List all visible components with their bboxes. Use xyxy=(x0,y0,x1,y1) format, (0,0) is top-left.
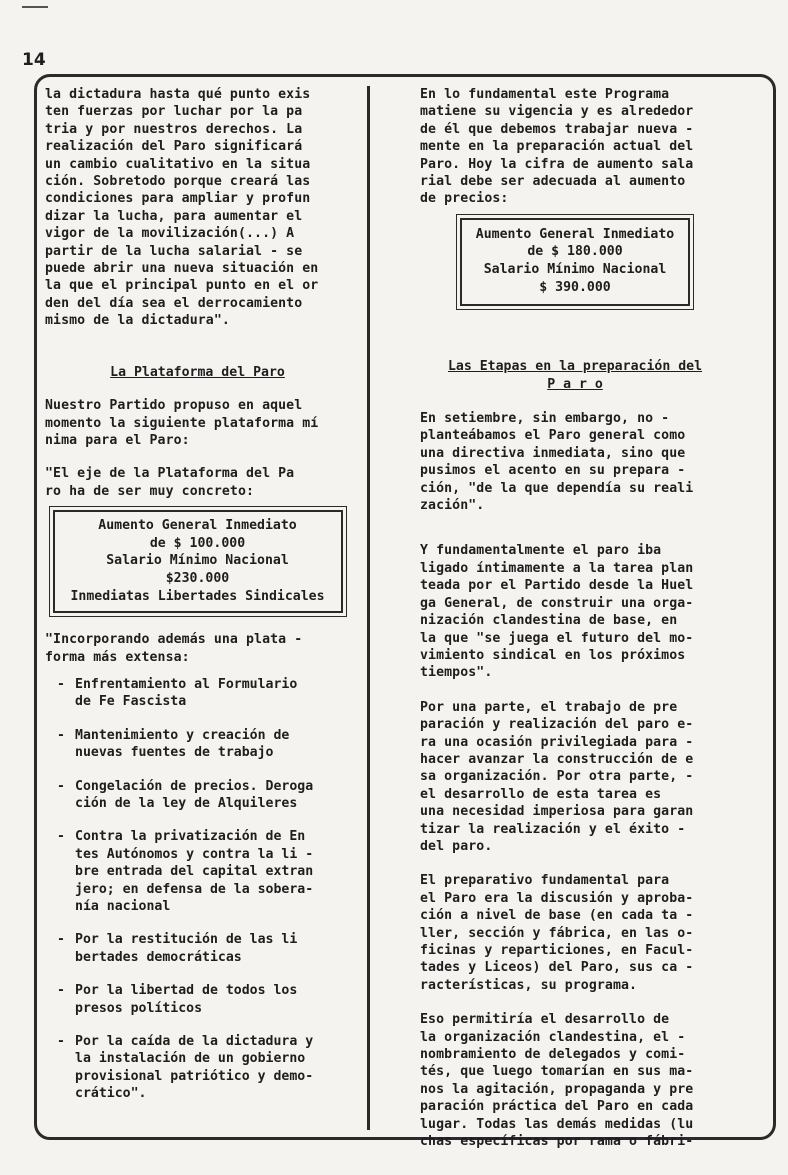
right-paragraph-eso-permitiria xyxy=(420,1011,730,1150)
text-line: pusimos el acento en su prepara - xyxy=(420,463,686,479)
section-heading-plataforma: La Plataforma del Paro xyxy=(110,364,285,380)
text-line: ller, sección y fábrica, en las o- xyxy=(420,925,694,941)
text-line: $ 390.000 xyxy=(539,279,611,295)
list-dash: - xyxy=(57,1034,65,1049)
list-item-text xyxy=(75,778,313,813)
text-line: Congelación de precios. Deroga xyxy=(75,778,314,794)
list-item xyxy=(57,828,350,915)
text-line: ción. Sobretodo porque creará las xyxy=(45,174,311,190)
left-quote-incorporando xyxy=(45,631,350,666)
text-line: ro ha de ser muy concreto: xyxy=(45,483,255,499)
list-item xyxy=(57,676,350,711)
text-line: momento la siguiente plataforma mí xyxy=(45,415,319,431)
text-line: ción, "de la que dependía su reali xyxy=(420,480,694,496)
text-line: ficinas y reparticiones, en Facul- xyxy=(420,943,694,958)
section-heading-etapas-line2: P a r o xyxy=(547,376,603,392)
list-dash: - xyxy=(57,778,65,794)
text-line: Mantenimiento y creación de xyxy=(75,727,290,743)
top-margin-dash xyxy=(22,6,48,8)
text-line: Inmediatas Libertades Sindicales xyxy=(70,588,325,604)
text-line: una directiva inmediata, sino que xyxy=(420,445,686,461)
text-line: "Incorporando además una plata - xyxy=(45,632,303,648)
list-dash: - xyxy=(57,829,65,845)
text-line: dizar la lucha, para aumentar el xyxy=(45,208,303,224)
right-intro-paragraph xyxy=(420,86,730,208)
text-line: ga General, de construir una orga- xyxy=(420,595,694,611)
text-line: hacer avanzar la construcción de e xyxy=(420,751,694,767)
text-line: de $ 180.000 xyxy=(527,244,623,260)
text-line: matiene su vigencia y es alrededor xyxy=(420,104,694,120)
text-line: vigor de la movilización(...) A xyxy=(45,226,295,242)
text-line: provisional patriótico y demo- xyxy=(75,1068,314,1084)
list-item-text xyxy=(75,676,297,711)
text-line: jero; en defensa de la sobera- xyxy=(75,881,314,897)
text-line: de precios: xyxy=(420,191,509,207)
text-line: nos la agitación, propaganda y pre xyxy=(420,1081,694,1097)
list-dash: - xyxy=(57,676,65,692)
text-line: el desarrollo de esta tarea es xyxy=(420,786,662,802)
text-line: una necesidad imperiosa para garan xyxy=(420,804,694,820)
text-line: zación". xyxy=(420,498,485,514)
text-line: puede abrir una nueva situación en xyxy=(45,261,319,277)
text-line: el Paro era la discusión y aproba- xyxy=(420,890,694,906)
text-line: $230.000 xyxy=(165,570,230,586)
text-line: tades y Liceos) del Paro, sus ca - xyxy=(420,960,694,976)
list-item xyxy=(57,778,350,813)
text-line: Aumento General Inmediato xyxy=(475,226,675,242)
page-number: 14 xyxy=(22,50,46,70)
text-line: Nuestro Partido propuso en aquel xyxy=(45,398,303,414)
text-line: del paro. xyxy=(420,838,493,854)
text-line: paración práctica del Paro en cada xyxy=(420,1099,694,1115)
text-line: mismo de la dictadura". xyxy=(45,313,230,329)
text-line: ligado íntimamente a la tarea plan xyxy=(420,560,694,576)
text-line: Eso permitiría el desarrollo de xyxy=(420,1012,670,1028)
text-line: ra una ocasión privilegiada para - xyxy=(420,734,694,750)
text-line: Por la restitución de las li xyxy=(75,932,298,948)
text-line: El preparativo fundamental para xyxy=(420,873,670,889)
text-line: nuevas fuentes de trabajo xyxy=(75,745,274,761)
text-line: tiempos". xyxy=(420,665,493,681)
text-line: Enfrentamiento al Formulario xyxy=(75,676,298,692)
text-line: la que el principal punto en el or xyxy=(45,278,319,294)
text-line: crático". xyxy=(75,1086,147,1102)
text-line: Por la libertad de todos los xyxy=(75,983,298,999)
platform-box-1975 xyxy=(53,510,343,613)
left-intro-paragraph xyxy=(45,86,350,330)
text-line: la dictadura hasta qué punto exis xyxy=(45,87,311,102)
text-line: vimiento sindical en los próximos xyxy=(420,647,686,663)
list-item-text xyxy=(75,828,313,915)
text-line: planteábamos el Paro general como xyxy=(420,428,686,444)
left-paragraph-plataforma xyxy=(45,397,350,449)
text-line: Y fundamentalmente el paro iba xyxy=(420,543,662,559)
text-line: den del día sea el derrocamiento xyxy=(45,295,303,311)
text-line: mente en la preparación actual del xyxy=(420,139,694,155)
right-paragraph-setiembre xyxy=(420,410,730,514)
list-item-text xyxy=(75,982,297,1017)
text-line: paración y realización del paro e- xyxy=(420,717,694,733)
text-line: tés, que luego tomarían en sus ma- xyxy=(420,1064,694,1080)
text-line: condiciones para ampliar y profun xyxy=(45,191,311,207)
text-line: Por la caída de la dictadura y xyxy=(75,1034,314,1049)
text-line: ción a nivel de base (en cada ta - xyxy=(420,908,694,924)
text-line: nombramiento de delegados y comi- xyxy=(420,1047,686,1063)
text-line: "El eje de la Plataforma del Pa xyxy=(45,466,295,482)
list-item-text xyxy=(75,1033,313,1103)
text-line: Aumento General Inmediato xyxy=(98,518,297,534)
text-line: lugar. Todas las demás medidas (lu xyxy=(420,1116,694,1132)
text-line: la organización clandestina, el - xyxy=(420,1029,686,1045)
text-line: bertades democráticas xyxy=(75,949,242,965)
text-line: bre entrada del capital extran xyxy=(75,864,314,880)
text-line: realización del Paro significará xyxy=(45,139,303,155)
list-dash: - xyxy=(57,727,65,743)
text-line: Salario Mínimo Nacional xyxy=(106,553,289,569)
text-line: ción de la ley de Alquileres xyxy=(75,795,298,811)
text-line: racterísticas, su programa. xyxy=(420,977,638,993)
right-paragraph-por-una-parte xyxy=(420,699,730,856)
left-column xyxy=(45,86,350,1119)
list-item-text xyxy=(75,727,289,762)
text-line: rial debe ser adecuada al aumento xyxy=(420,174,686,190)
text-line: En setiembre, sin embargo, no - xyxy=(420,411,670,427)
text-line: nía nacional xyxy=(75,898,171,914)
text-line: tizar la realización y el éxito - xyxy=(420,821,686,837)
column-divider xyxy=(367,86,370,1130)
text-line: forma más extensa: xyxy=(45,649,190,665)
demands-list xyxy=(45,676,350,1103)
text-line: Salario Mínimo Nacional xyxy=(483,262,667,278)
text-line: la que "se juega el futuro del mo- xyxy=(420,630,694,646)
text-line: Por una parte, el trabajo de pre xyxy=(420,699,678,715)
text-line: un cambio cualitativo en la situa xyxy=(45,156,311,172)
text-line: teada por el Partido desde la Huel xyxy=(420,578,694,594)
text-line: nización clandestina de base, en xyxy=(420,613,678,629)
list-dash: - xyxy=(57,983,65,999)
section-heading-etapas: Las Etapas en la preparación del xyxy=(447,359,703,375)
text-line: chas específicas por rama o fábri- xyxy=(420,1134,694,1150)
list-item xyxy=(57,982,350,1017)
left-quote-eje xyxy=(45,465,350,500)
platform-box-lines xyxy=(55,517,341,605)
current-box-lines xyxy=(462,226,688,296)
text-line: Paro. Hoy la cifra de aumento sala xyxy=(420,156,694,172)
list-item xyxy=(57,727,350,762)
text-line: presos políticos xyxy=(75,1000,203,1016)
text-line: de él que debemos trabajar nueva - xyxy=(420,121,694,137)
text-line: la instalación de un gobierno xyxy=(75,1051,306,1067)
current-platform-box xyxy=(460,218,690,306)
text-line: ten fuerzas por luchar por la pa xyxy=(45,104,303,120)
text-line: partir de la lucha salarial - se xyxy=(45,243,303,259)
list-item xyxy=(57,931,350,966)
text-line: de Fe Fascista xyxy=(75,694,187,710)
list-dash: - xyxy=(57,932,65,948)
right-paragraph-preparativo xyxy=(420,872,730,994)
list-item xyxy=(57,1033,350,1103)
list-item-text xyxy=(75,931,297,966)
text-line: tria y por nuestros derechos. La xyxy=(45,121,303,137)
text-line: tes Autónomos y contra la li - xyxy=(75,846,314,862)
text-line: En lo fundamental este Programa xyxy=(420,87,670,102)
right-paragraph-huelga xyxy=(420,542,730,681)
right-column xyxy=(420,86,730,1150)
text-line: nima para el Paro: xyxy=(45,432,190,448)
text-line: de $ 100.000 xyxy=(149,535,246,551)
text-line: Contra la privatización de En xyxy=(75,829,306,845)
text-line: sa organización. Por otra parte, - xyxy=(420,769,694,785)
